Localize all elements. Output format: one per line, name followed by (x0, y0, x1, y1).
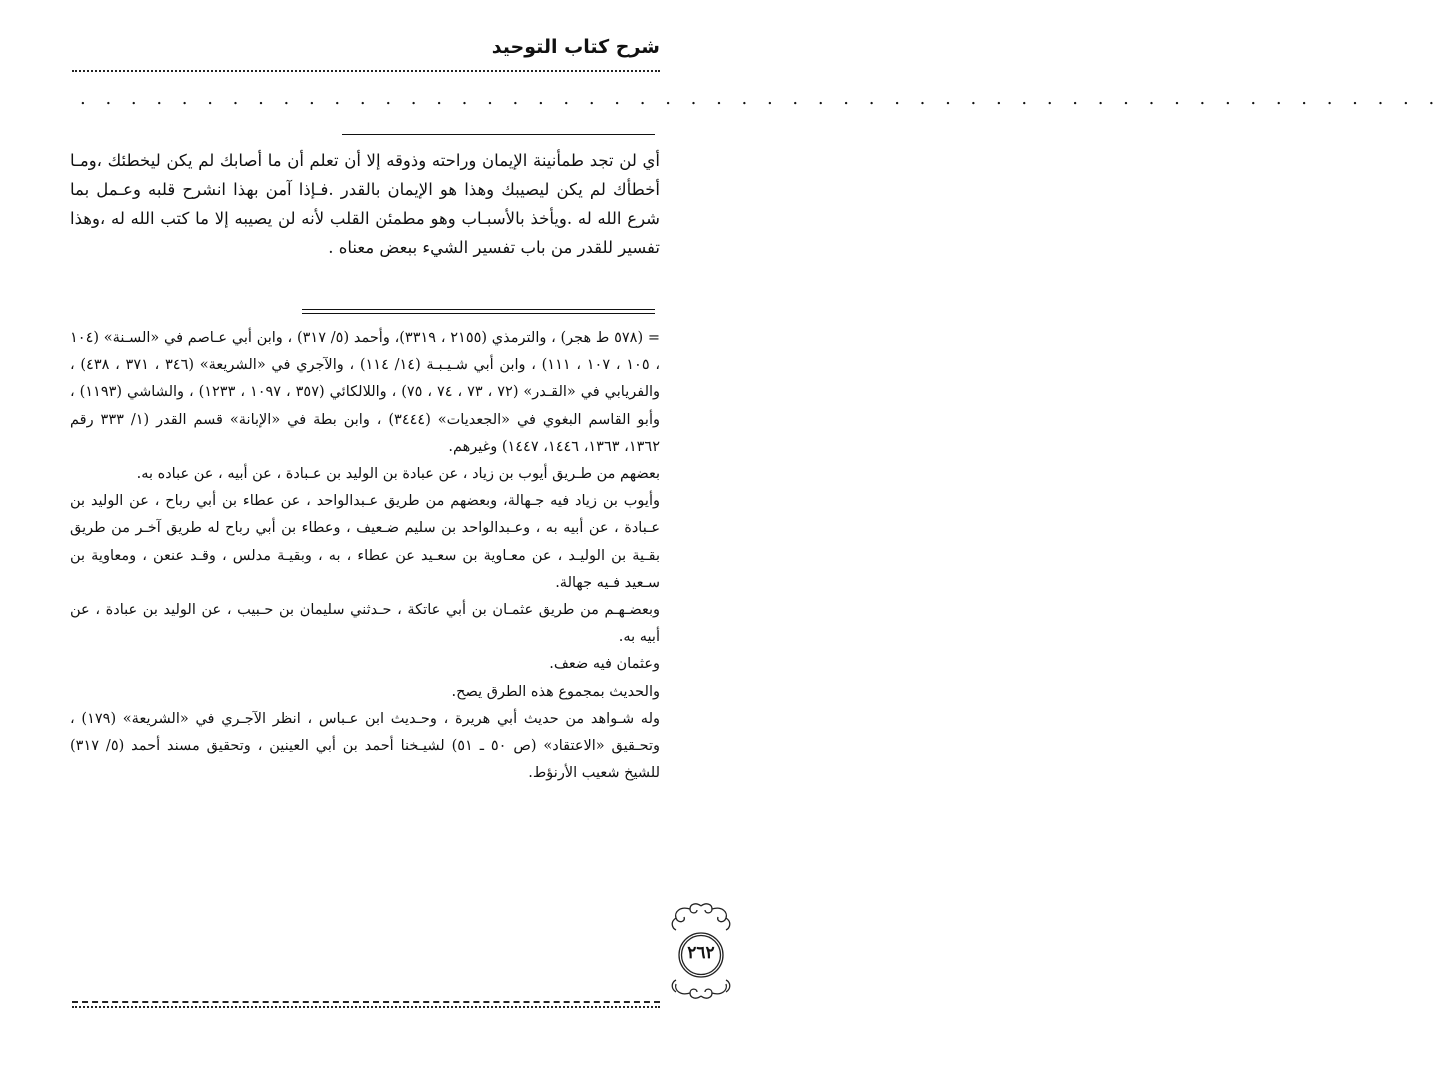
footnote-paragraph: وعثمان فيه ضعف. (549, 656, 660, 673)
section-rule (342, 134, 655, 135)
header-rule (72, 70, 660, 72)
page-number: ٢٦٢ (687, 943, 715, 963)
footnote-paragraph: = (٥٧٨ ط هجر) ، والترمذي (٢١٥٥ ، ٣٣١٩)، وأحمد (٥/ ٣١٧) ، وابن أبي عـاصم في «السـنة» (١٠٤ ، ١٠٥ ، ١٠٧ ، ١١١) ، وابن أبي شـيـبـة (١٤/ ١١٤) ، والآجري في «الشريعة» (٣٤٦ ، ٣٧١ ، ٤٣٨) ، والفريابي في «القـدر» (٧٢ ، ٧٣ ، ٧٤ ، ٧٥) ، واللالكائي (٣٥٧ ، ١٠٩٧ ، ١٢٣٣) ، والشاشي (١١٩٣) ، وأبو القاسم البغوي في «الجعديات» (٣٤٤٤) ، وابن بطة في «الإبانة» قسم القدر (١/ ٣٣٣ رقم ١٣٦٢، ١٣٦٣، ١٤٤٦، ١٤٤٧) وغيرهم. (70, 330, 661, 455)
footnotes-block (70, 325, 660, 787)
footnote-separator (302, 309, 655, 310)
omission-dots: . . . . . . . . . . . . . . . . . . . . . . . . . . . . . . . . . . . . . . . . . . . . . . . . . . . . . . (80, 88, 1441, 109)
footnote-paragraph: وله شـواهد من حديث أبي هريرة ، وحـديث ابن عـباس ، انظر الآجـري في «الشريعة» (١٧٩) ، وتحـقيق «الاعتقاد» (ص ٥٠ ـ ٥١) لشيـخنا أحمد بن أبي العينين ، وتحقيق مسند أحمد (٥/ ٣١٧) للشيخ شعيب الأرنؤط. (70, 710, 660, 782)
body-paragraph: أي لن تجد طمأنينة الإيمان وراحته وذوقه إلا أن تعلم أن ما أصابك لم يكن ليخطئك ،ومـا أخطأك لم يكن ليصيبك وهذا هو الإيمان بالقدر .فـإذا آمن بهذا انشرح قلبه وعـمل بما شرع الله له .ويأخذ بالأسبـاب وهو مطمئن القلب لأنه لن يصيبه إلا ما كتب الله له ،وهذا تفسير للقدر من باب تفسير الشيء ببعض معناه . (70, 151, 660, 257)
footnote-paragraph: وبعضـهـم من طريق عثمـان بن أبي عاتكة ، حـدثني سليمان بن حـبيب ، عن الوليد بن عبادة ، عن أبيه به. (70, 602, 660, 646)
footer-rule (72, 1001, 660, 1003)
running-header-title: شرح كتاب التوحيد (491, 36, 660, 58)
footnote-paragraph: والحديث بمجموع هذه الطرق يصح. (451, 683, 660, 700)
footnote-paragraph: وأيوب بن زياد فيه جـهالة، وبعضهم من طريق عـبدالواحد ، عن عطاء بن أبي رباح ، عن الوليد بن عـبادة ، عن أبيه به ، وعـبدالواحد بن سليم ضـعيف ، وعطاء بن أبي رباح له طريق آخـر من طريق بقـية بن الوليـد ، عن معـاوية بن سعـيد عن عطاء ، به ، وبقيـة مدلس ، وقـد عنعن ، ومعاوية بن سـعيد فـيه جهالة. (70, 493, 660, 591)
footer-rule (72, 1006, 660, 1008)
footnote-paragraph: بعضهم من طـريق أيوب بن زياد ، عن عبادة بن الوليد بن عـبادة ، عن أبيه ، عن عباده به. (136, 466, 660, 483)
main-body-text (70, 146, 660, 262)
footnote-separator (302, 313, 655, 314)
